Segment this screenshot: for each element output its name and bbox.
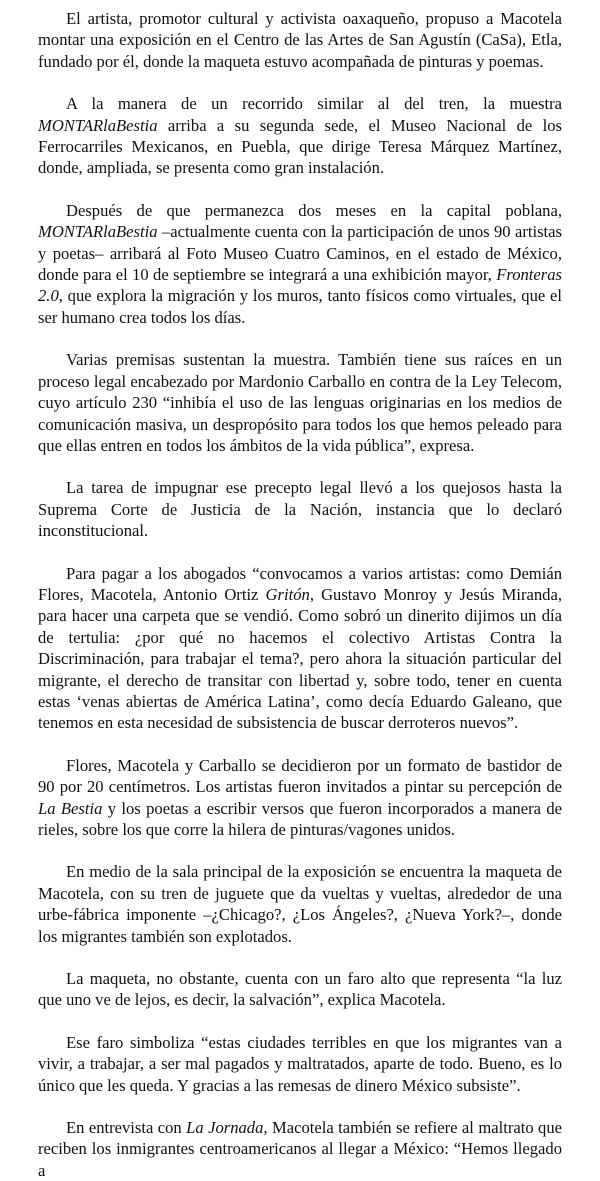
italic-title-text: La Bestia [38,798,103,818]
article-paragraph [38,8,562,72]
article-paragraph [38,755,562,841]
italic-title-text: MONTARlaBestia [38,222,158,242]
paragraph-text: arriba a su segunda sede, el Museo Nacional de los Ferrocarriles Mexicanos, en Puebla, que dirige Teresa Márquez Martínez, donde, ampliada, se presenta como gran instalación. [38,115,562,178]
paragraph-text: En entrevista con [66,1118,187,1138]
article-paragraph [38,563,562,734]
paragraph-text: y los poetas a escribir versos que fueron incorporados a manera de rieles, sobre los que corre la hilera de pinturas/vagones unidos. [38,798,563,839]
paragraph-text: Después de que permanezca dos meses en la capital poblana, [66,200,562,220]
article-paragraph [38,477,562,541]
article-paragraph [38,200,562,328]
article-paragraph [38,968,562,1011]
article-paragraph [38,1117,562,1181]
paragraph-text: –actualmente cuenta con la participación de unos 90 artistas y poetas– arribará al Foto Museo Cuatro Caminos, en el estado de México, donde para el 10 de septiembre se integrará a una exhibición mayor, [38,222,562,285]
paragraph-text: En medio de la sala principal de la exposición se encuentra la maqueta de Macotela, con su tren de juguete que da vueltas y vueltas, alrededor de una urbe-fábrica imponente –¿Chicago?, ¿Los Ángeles?, ¿Nueva York?–, donde los migrantes también son explotados. [38,862,562,946]
article-body [38,8,562,1181]
paragraph-text: Varias premisas sustentan la muestra. También tiene sus raíces en un proceso legal encabezado por Mardonio Carballo en contra de la Ley Telecom, cuyo artículo 230 “inhibía el uso de las lenguas originarias en los medios de comunicación masiva, un despropósito para todos los que hemos peleado para que ellas entren en todos los ámbitos de la vida pública”, expresa. [38,350,562,455]
article-paragraph [38,349,562,456]
paragraph-text: Ese faro simboliza “estas ciudades terribles en que los migrantes van a vivir, a trabajar, a ser mal pagados y maltratados, aparte de todo. Bueno, es lo único que les queda. Y gracias a las remesas de dinero México subsiste”. [38,1032,562,1095]
paragraph-text: El artista, promotor cultural y activista oaxaqueño, propuso a Macotela montar una exposición en el Centro de las Artes de San Agustín (CaSa), Etla, fundado por él, donde la maqueta estuvo acompañada de pinturas y poemas. [38,9,562,71]
italic-title-text: MONTARlaBestia [38,115,158,135]
article-paragraph [38,93,562,179]
paragraph-text: Para pagar a los abogados “convocamos a varios artistas: como Demián Flores, Macotela, Antonio Ortiz [38,563,562,604]
article-paragraph [38,1032,562,1096]
italic-title-text: Fronteras 2.0 [38,265,562,306]
paragraph-text: La maqueta, no obstante, cuenta con un faro alto que representa “la luz que uno ve de lejos, es decir, la salvación”, explica Macotela. [38,969,562,1010]
paragraph-text: Flores, Macotela y Carballo se decidieron por un formato de bastidor de 90 por 20 centímetros. Los artistas fueron invitados a pintar su percepción de [38,755,562,797]
paragraph-text: , Gustavo Monroy y Jesús Miranda, para hacer una carpeta que se vendió. Como sobró un dinerito dijimos un día de tertulia: ¿por qué no hacemos el colectivo Artistas Contra la Discriminación, para trabajar el tema?, pero ahora la situación particular del migrante, el derecho de transitar con libertad y, sobre todo, tener en cuenta estas ‘venas abiertas de América Latina’, como decía Eduardo Galeano, que tenemos en esta necesidad de subsistencia de buscar derroteros nuevos”. [38,584,562,733]
paragraph-text: Macotela también se refiere al maltrato que reciben los inmigrantes centroamericanos al llegar a México: “Hemos llegado a [38,1118,562,1180]
italic-title-text: La Jornada, [186,1118,268,1138]
paragraph-text: , que explora la migración y los muros, tanto físicos como virtuales, que el ser humano crea todos los días. [38,286,562,327]
article-paragraph [38,861,562,947]
italic-title-text: Gritón [265,584,310,604]
paragraph-text: A la manera de un recorrido similar al del tren, la muestra [66,94,562,114]
paragraph-text: La tarea de impugnar ese precepto legal llevó a los quejosos hasta la Suprema Corte de Justicia de la Nación, instancia que lo declaró inconstitucional. [38,478,562,541]
